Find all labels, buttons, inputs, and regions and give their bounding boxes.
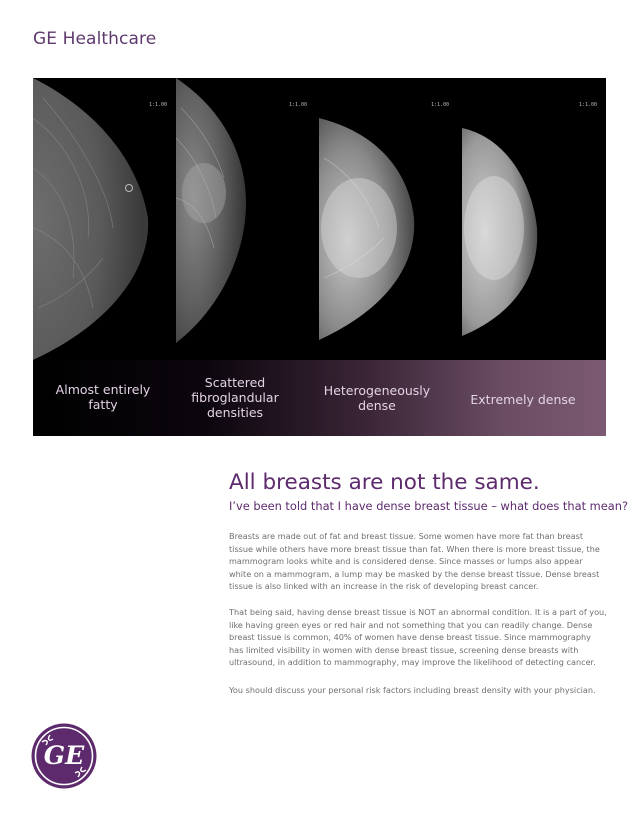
article-paragraph-3: You should discuss your personal risk factors including breast density with your physician. [229,685,596,695]
caption-line: dense [358,398,396,413]
scale-label-2: 1:1.00 [289,102,308,108]
caption-scattered-fibroglandular [179,375,291,420]
caption-band [33,360,606,436]
caption-line: fatty [88,397,118,412]
scale-label-4: 1:1.00 [579,102,598,108]
scale-label-1: 1:1.00 [149,102,168,108]
ge-logo-icon [30,722,98,790]
ge-logo-text: GE [43,741,85,770]
caption-line: Heterogeneously [323,383,431,398]
caption-line: Scattered [204,375,266,390]
caption-line: densities [206,405,264,420]
article-paragraph-1: Breasts are made out of fat and breast tissue. Some women have more fat than breast tissue while others have more breast tissue than fat. When there is more breast tissue, the mammogram looks white and is considered dense. Since masses or lumps also appear white on a mammogram, a lump may be masked by the dense breast tissue. Dense breast tissue is also linked with an increase in the risk of developing breast cancer. [229,531,600,591]
article-paragraph-2: That being said, having dense breast tissue is NOT an abnormal condition. It is a part of you, like having green eyes or red hair and not something that you can readily change. Dense breast tissue is common, 40% of women have dense breast tissue. Since mammography has limited visibility in women with dense breast tissue, screening dense breasts with ultrasound, in addition to mammography, may improve the likelihood of detecting cancer. [229,607,607,667]
article-headline: All breasts are not the same. [229,470,540,495]
mammogram-scattered-image [176,78,319,360]
mammogram-panel [33,78,606,436]
scale-label-3: 1:1.00 [431,102,450,108]
caption-line: Extremely dense [470,392,576,407]
caption-almost-entirely-fatty [55,382,151,412]
mammogram-fatty-image [33,78,176,360]
caption-line: Almost entirely [55,382,151,397]
caption-extremely-dense [463,392,583,407]
brand-name: GE Healthcare [33,29,157,49]
mammogram-heterogeneous-image [319,78,462,360]
article-subheadline: I’ve been told that I have dense breast tissue – what does that mean? [229,499,629,513]
mammogram-extremely-dense-image [462,78,605,360]
caption-heterogeneously-dense [317,383,437,413]
caption-line: fibroglandular [191,390,279,405]
